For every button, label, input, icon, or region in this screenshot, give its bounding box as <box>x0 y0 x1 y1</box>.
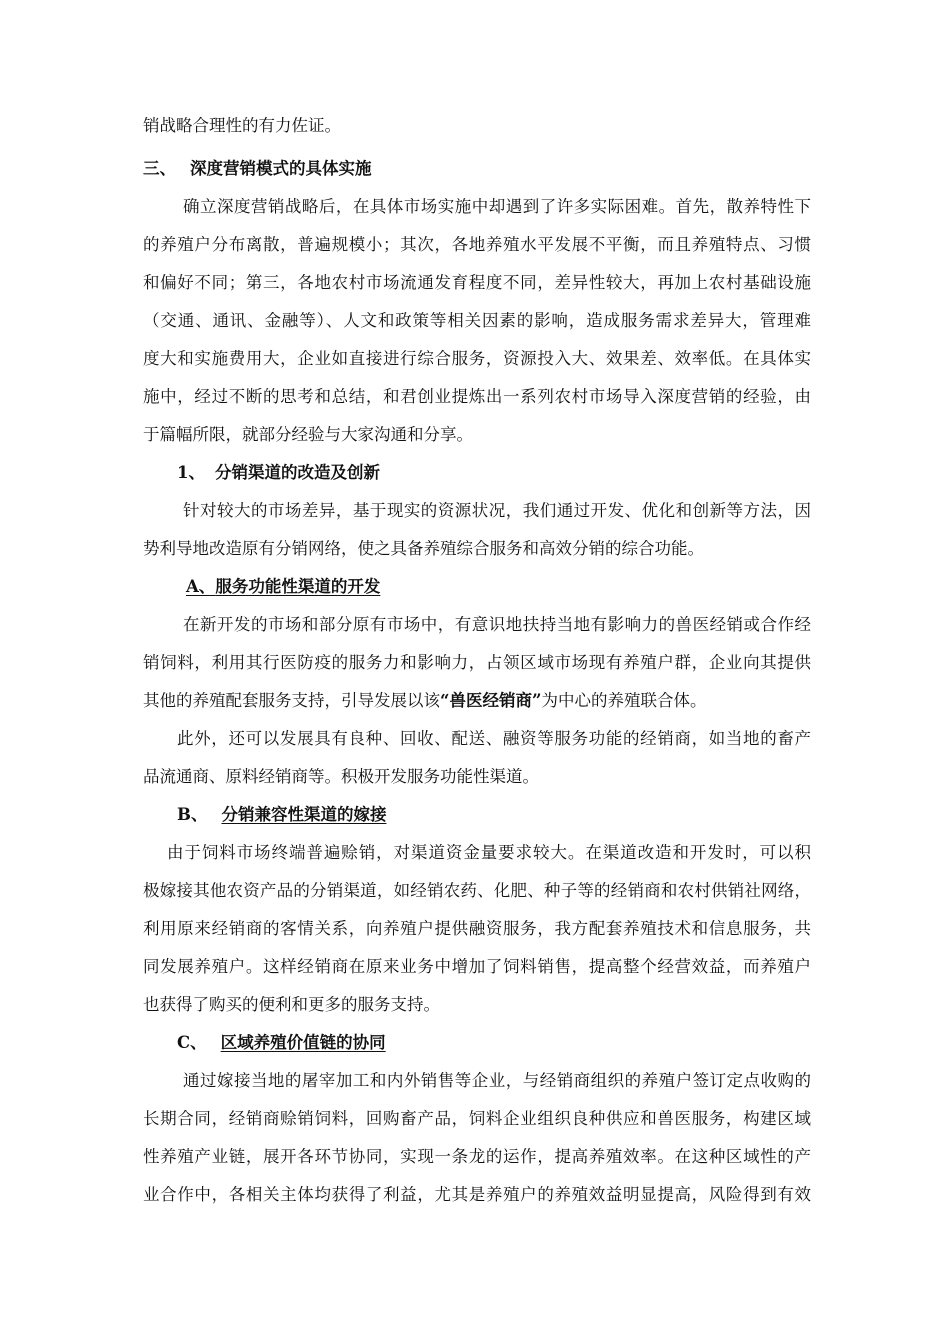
body-line: 由于饲料市场终端普遍赊销，对渠道资金量要求较大。在渠道改造和开发时，可以积 <box>167 843 811 862</box>
section-title: 深度营销模式的具体实施 <box>190 159 372 178</box>
subsection-title: 分销兼容性渠道的嫁接 <box>221 805 387 824</box>
body-line: 业合作中，各相关主体均获得了利益，尤其是养殖户的养殖效益明显提高，风险得到有效 <box>143 1185 811 1204</box>
body-line: 势利导地改造原有分销网络，使之具备养殖综合服务和高效分销的综合功能。 <box>143 539 704 558</box>
subsection-heading <box>186 575 380 599</box>
body-line: 在新开发的市场和部分原有市场中，有意识地扶持当地有影响力的兽医经销或合作经 <box>183 615 811 634</box>
body-line: 于篇幅所限，就部分经验与大家沟通和分享。 <box>143 425 473 444</box>
subsection-number: C、 <box>177 1033 207 1052</box>
body-line: 此外，还可以发展具有良种、回收、配送、融资等服务功能的经销商，如当地的畜产 <box>177 729 811 748</box>
subsection-title: 区域养殖价值链的协同 <box>220 1033 386 1052</box>
subsection-number: B、 <box>177 805 208 824</box>
subsection-number: 1、 <box>177 463 205 482</box>
body-line: 通过嫁接当地的屠宰加工和内外销售等企业，与经销商组织的养殖户签订定点收购的 <box>183 1071 811 1090</box>
subsection-heading <box>177 803 386 827</box>
body-line: 长期合同，经销商赊销饲料，回购畜产品，饲料企业组织良种供应和兽医服务，构建区域 <box>143 1109 811 1128</box>
subsection-heading <box>177 1031 386 1055</box>
subsection-heading <box>177 461 380 485</box>
body-line: 也获得了购买的便利和更多的服务支持。 <box>143 995 440 1014</box>
subsection-number: A、 <box>186 577 216 596</box>
body-line: 极嫁接其他农资产品的分销渠道，如经销农药、化肥、种子等的经销商和农村供销社网络， <box>143 881 811 900</box>
body-line <box>143 689 811 713</box>
body-line: 确立深度营销战略后，在具体市场实施中却遇到了许多实际困难。首先，散养特性下 <box>183 197 811 216</box>
subsection-title: 分销渠道的改造及创新 <box>214 463 380 482</box>
body-line: 同发展养殖户。这样经销商在原来业务中增加了饲料销售，提高整个经营效益，而养殖户 <box>143 957 811 976</box>
body-line: 和偏好不同；第三，各地农村市场流通发育程度不同，差异性较大，再加上农村基础设施 <box>143 273 811 292</box>
body-line: 针对较大的市场差异，基于现实的资源状况，我们通过开发、优化和创新等方法，因 <box>183 501 811 520</box>
body-text: 为中心的养殖联合体。 <box>541 691 707 710</box>
body-line: 品流通商、原料经销商等。积极开发服务功能性渠道。 <box>143 767 539 786</box>
subsection-title: 服务功能性渠道的开发 <box>215 577 381 596</box>
body-line: 施中，经过不断的思考和总结，和君创业提炼出一系列农村市场导入深度营销的经验，由 <box>143 387 811 406</box>
body-line: 销战略合理性的有力佐证。 <box>143 116 341 135</box>
body-line: 利用原来经销商的客情关系，向养殖户提供融资服务，我方配套养殖技术和信息服务，共 <box>143 919 811 938</box>
body-line: 销饲料，利用其行医防疫的服务力和影响力，占领区域市场现有养殖户群，企业向其提供 <box>143 653 811 672</box>
emphasis-text: “兽医经销商” <box>440 691 542 710</box>
body-line: （交通、通讯、金融等）、人文和政策等相关因素的影响，造成服务需求差异大，管理难 <box>143 311 811 330</box>
body-line: 的养殖户分布离散，普遍规模小；其次，各地养殖水平发展不平衡，而且养殖特点、习惯 <box>143 235 811 254</box>
section-number: 三、 <box>143 159 176 178</box>
body-text: 其他的养殖配套服务支持，引导发展以该 <box>143 691 440 710</box>
body-line: 度大和实施费用大，企业如直接进行综合服务，资源投入大、效果差、效率低。在具体实 <box>143 349 811 368</box>
body-line: 性养殖产业链，展开各环节协同，实现一条龙的运作，提高养殖效率。在这种区域性的产 <box>143 1147 811 1166</box>
section-heading <box>143 157 372 181</box>
